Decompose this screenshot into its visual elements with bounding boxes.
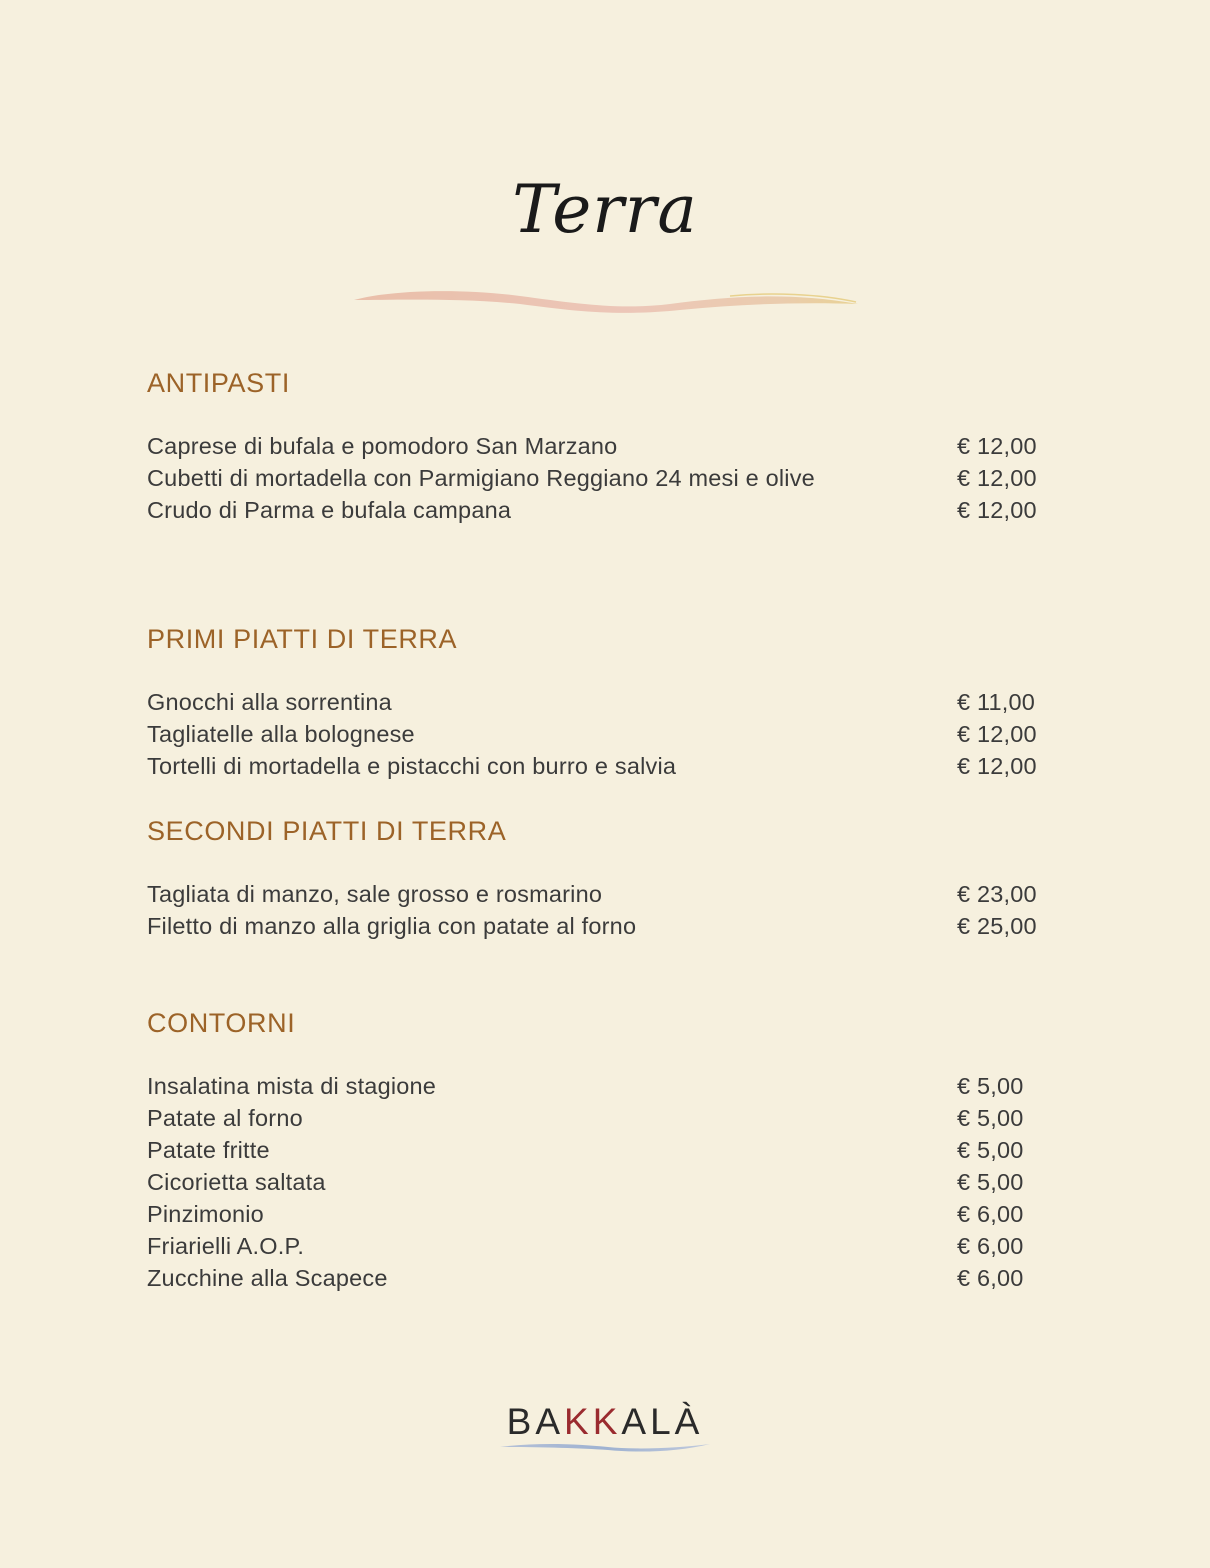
menu-item [147,878,1047,910]
item-price: € 6,00 [957,1233,1024,1259]
item-name: Cicorietta saltata [147,1169,326,1195]
item-name: Tagliata di manzo, sale grosso e rosmarino [147,881,603,907]
page-title: Terra [512,171,698,248]
menu-item [147,1198,1047,1230]
item-price: € 6,00 [957,1201,1024,1227]
item-price: € 12,00 [957,721,1037,747]
item-name: Insalatina mista di stagione [147,1073,437,1099]
section-contorni [147,1006,1047,1294]
menu-item [147,718,1047,750]
item-name: Crudo di Parma e bufala campana [147,497,512,523]
item-name: Patate al forno [147,1105,303,1131]
menu-item [147,1070,1047,1102]
item-price: € 5,00 [957,1169,1024,1195]
item-name: Tagliatelle alla bolognese [147,721,415,747]
menu-item [147,750,1047,782]
menu-item [147,686,1047,718]
item-price: € 25,00 [957,913,1037,939]
item-list [147,1070,1047,1294]
section-antipasti [147,366,1047,526]
section-secondi-piatti [147,814,1047,942]
section-title: CONTORNI [147,1008,296,1038]
section-title: PRIMI PIATTI DI TERRA [147,624,458,654]
item-price: € 23,00 [957,881,1037,907]
item-price: € 5,00 [957,1105,1024,1131]
decorative-brush-stroke-icon [350,282,862,316]
menu-item [147,1262,1047,1294]
item-list [147,686,1047,782]
logo-wave-icon [498,1438,712,1456]
logo-text-start: BA [506,1401,565,1442]
menu-item [147,1230,1047,1262]
logo-text-end: ALÀ [621,1401,704,1442]
item-list [147,430,1047,526]
item-price: € 12,00 [957,465,1037,491]
item-price: € 5,00 [957,1073,1024,1099]
item-price: € 12,00 [957,497,1037,523]
menu-item [147,910,1047,942]
item-price: € 12,00 [957,753,1037,779]
item-name: Gnocchi alla sorrentina [147,689,392,715]
menu-item [147,1166,1047,1198]
brand-logo [498,1400,712,1456]
item-name: Patate fritte [147,1137,270,1163]
item-name: Cubetti di mortadella con Parmigiano Reggiano 24 mesi e olive [147,465,815,491]
section-title: SECONDI PIATTI DI TERRA [147,816,507,846]
item-name: Filetto di manzo alla griglia con patate al forno [147,913,637,939]
menu-item [147,1102,1047,1134]
menu-item [147,430,1047,462]
item-name: Tortelli di mortadella e pistacchi con burro e salvia [147,753,677,779]
item-name: Friarielli A.O.P. [147,1233,305,1259]
section-title: ANTIPASTI [147,368,290,398]
logo-text-accent: KK [564,1401,622,1442]
item-price: € 12,00 [957,433,1037,459]
item-price: € 11,00 [957,689,1036,715]
menu-item [147,494,1047,526]
item-name: Caprese di bufala e pomodoro San Marzano [147,433,618,459]
menu-item [147,1134,1047,1166]
item-name: Zucchine alla Scapece [147,1265,388,1291]
section-primi-piatti [147,622,1047,782]
item-name: Pinzimonio [147,1201,264,1227]
item-price: € 5,00 [957,1137,1024,1163]
item-list [147,878,1047,942]
menu-item [147,462,1047,494]
item-price: € 6,00 [957,1265,1024,1291]
